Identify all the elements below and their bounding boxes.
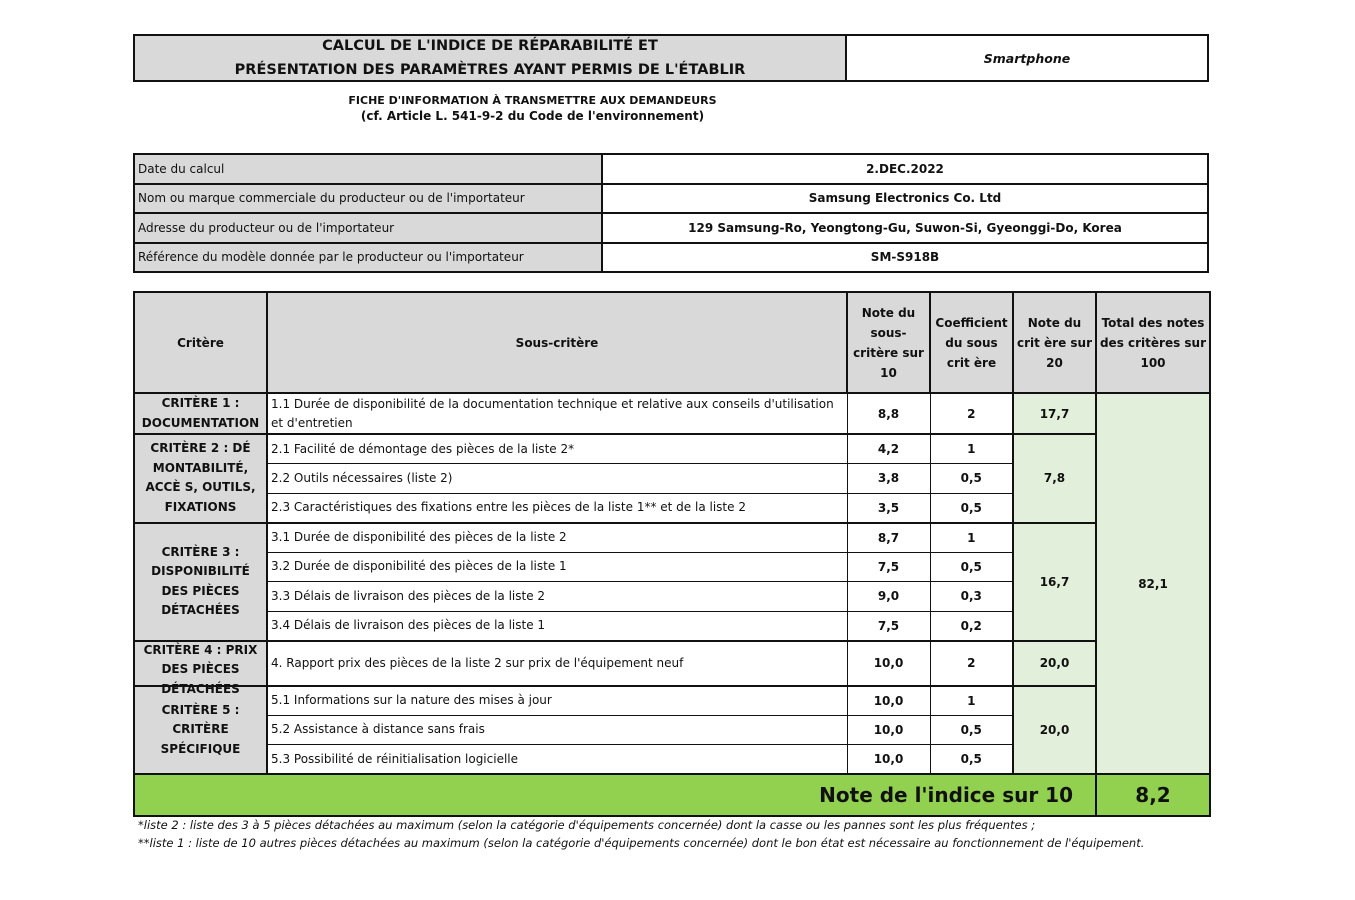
subcriterion-coef: 1	[930, 523, 1013, 553]
info-label: Référence du modèle donnée par le producteur ou l'importateur	[134, 243, 602, 273]
info-value: SM-S918B	[602, 243, 1208, 273]
col-header-total: Total des notes des critères sur 100	[1096, 292, 1210, 393]
criterion-score: 20,0	[1013, 641, 1096, 686]
final-score-row	[134, 774, 1210, 816]
subcriterion-coef: 1	[930, 434, 1013, 464]
info-label: Adresse du producteur ou de l'importateur	[134, 213, 602, 243]
subcriterion-note: 7,5	[847, 552, 930, 582]
total-score: 82,1	[1096, 393, 1210, 774]
subcriterion-note: 10,0	[847, 641, 930, 686]
subcriterion-coef: 0,5	[930, 745, 1013, 775]
subcriterion-label: 5.2 Assistance à distance sans frais	[267, 715, 847, 745]
subcriterion-coef: 0,5	[930, 464, 1013, 494]
info-label: Date du calcul	[134, 154, 602, 184]
col-header-note-crit: Note du crit ère sur 20	[1013, 292, 1096, 393]
table-row	[134, 393, 1210, 434]
info-row	[134, 184, 1208, 214]
subcriterion-label: 1.1 Durée de disponibilité de la documentation technique et relative aux conseils d'utilisation et d'entretien	[267, 393, 847, 434]
criterion-label: CRITÈRE 5 : CRITÈRE SPÉCIFIQUE	[134, 686, 267, 775]
final-score-value: 8,2	[1096, 774, 1210, 816]
subcriterion-note: 10,0	[847, 686, 930, 716]
info-row	[134, 154, 1208, 184]
subcriterion-note: 4,2	[847, 434, 930, 464]
subcriterion-note: 9,0	[847, 582, 930, 612]
subcriterion-label: 3.3 Délais de livraison des pièces de la liste 2	[267, 582, 847, 612]
subcriterion-label: 5.3 Possibilité de réinitialisation logicielle	[267, 745, 847, 775]
final-score-label: Note de l'indice sur 10	[134, 774, 1096, 816]
table-row	[134, 686, 1210, 716]
subcriterion-note: 8,7	[847, 523, 930, 553]
subcriterion-coef: 0,5	[930, 715, 1013, 745]
footnote-liste-2: *liste 2 : liste des 3 à 5 pièces détachées au maximum (selon la catégorie d'équipements concernée) dont la casse ou les pannes sont les plus fréquentes ;	[138, 818, 1036, 832]
info-value: 2.DEC.2022	[602, 154, 1208, 184]
subcriterion-label: 3.2 Durée de disponibilité des pièces de la liste 1	[267, 552, 847, 582]
subcriterion-label: 5.1 Informations sur la nature des mises à jour	[267, 686, 847, 716]
header-row	[134, 292, 1210, 393]
subcriterion-label: 2.2 Outils nécessaires (liste 2)	[267, 464, 847, 494]
col-header-coef: Coefficient du sous crit ère	[930, 292, 1013, 393]
criterion-score: 17,7	[1013, 393, 1096, 434]
subcriterion-label: 4. Rapport prix des pièces de la liste 2 sur prix de l'équipement neuf	[267, 641, 847, 686]
table-row	[134, 641, 1210, 686]
subcriterion-note: 7,5	[847, 611, 930, 641]
info-row	[134, 243, 1208, 273]
col-header-sous-critere: Sous-critère	[267, 292, 847, 393]
subcriterion-coef: 2	[930, 393, 1013, 434]
col-header-note-sous: Note du sous-critère sur 10	[847, 292, 930, 393]
table-row	[134, 434, 1210, 464]
subcriterion-coef: 2	[930, 641, 1013, 686]
title-line-1: CALCUL DE L'INDICE DE RÉPARABILITÉ ET	[322, 38, 658, 54]
subcriterion-coef: 0,3	[930, 582, 1013, 612]
info-label: Nom ou marque commerciale du producteur ou de l'importateur	[134, 184, 602, 214]
subcriterion-note: 8,8	[847, 393, 930, 434]
criterion-label: CRITÈRE 1 : DOCUMENTATION	[134, 393, 267, 434]
subheader	[0, 96, 1065, 126]
criterion-score: 20,0	[1013, 686, 1096, 775]
subcriterion-note: 3,8	[847, 464, 930, 494]
subcriterion-label: 2.1 Facilité de démontage des pièces de la liste 2*	[267, 434, 847, 464]
subcriterion-coef: 0,2	[930, 611, 1013, 641]
product-category: Smartphone	[983, 50, 1071, 66]
subcriterion-note: 10,0	[847, 745, 930, 775]
subheader-line-1: FICHE D'INFORMATION À TRANSMETTRE AUX DEMANDEURS	[348, 94, 717, 107]
subcriterion-label: 3.1 Durée de disponibilité des pièces de la liste 2	[267, 523, 847, 553]
subcriterion-label: 3.4 Délais de livraison des pièces de la liste 1	[267, 611, 847, 641]
criterion-score: 16,7	[1013, 523, 1096, 641]
score-table	[133, 291, 1211, 817]
subcriterion-label: 2.3 Caractéristiques des fixations entre les pièces de la liste 1** et de la liste 2	[267, 493, 847, 523]
criterion-label: CRITÈRE 2 : DÉ MONTABILITÉ, ACCÈ S, OUTILS, FIXATIONS	[134, 434, 267, 523]
table-row	[134, 523, 1210, 553]
info-value: 129 Samsung-Ro, Yeongtong-Gu, Suwon-Si, Gyeonggi-Do, Korea	[602, 213, 1208, 243]
info-value: Samsung Electronics Co. Ltd	[602, 184, 1208, 214]
criterion-score: 7,8	[1013, 434, 1096, 523]
info-row	[134, 213, 1208, 243]
document-header	[133, 34, 1209, 82]
subheader-line-2: (cf. Article L. 541-9-2 du Code de l'environnement)	[360, 109, 705, 123]
title-line-2: PRÉSENTATION DES PARAMÈTRES AYANT PERMIS DE L'ÉTABLIR	[234, 62, 746, 78]
document-title	[135, 36, 847, 80]
criterion-label: CRITÈRE 3 : DISPONIBILITÉ DES PIÈCES DÉTACHÉES	[134, 523, 267, 641]
subcriterion-coef: 1	[930, 686, 1013, 716]
footnote-liste-1: **liste 1 : liste de 10 autres pièces détachées au maximum (selon la catégorie d'équipements concernée) dont le bon état est nécessaire au fonctionnement de l'équipement.	[138, 836, 1145, 850]
criterion-label-text: CRITÈRE 4 : PRIX DES PIÈCES DÉTACHÉES	[143, 642, 258, 696]
col-header-critere: Critère	[134, 292, 267, 393]
subcriterion-coef: 0,5	[930, 552, 1013, 582]
criterion-label	[134, 641, 267, 696]
info-table	[133, 153, 1209, 273]
subcriterion-note: 10,0	[847, 715, 930, 745]
subcriterion-note: 3,5	[847, 493, 930, 523]
subcriterion-coef: 0,5	[930, 493, 1013, 523]
